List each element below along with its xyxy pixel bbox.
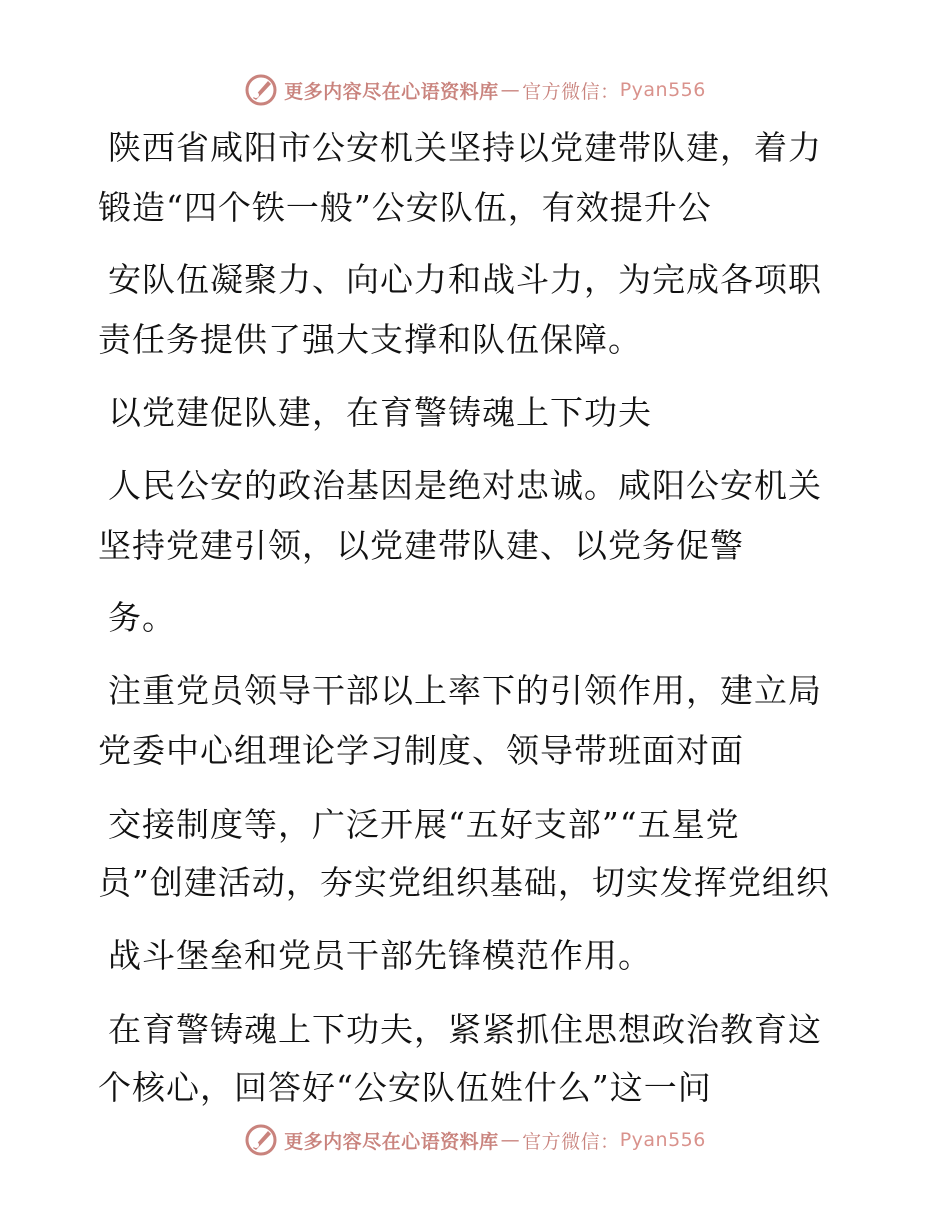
text-line: 安队伍凝聚力、向心力和战斗力，为完成各项职: [108, 260, 822, 299]
text-line: 注重党员领导干部以上率下的引领作用，建立局: [108, 671, 822, 710]
text-line: 党委中心组理论学习制度、领导带班面对面: [98, 731, 744, 770]
watermark-id: Pyan556: [619, 79, 706, 101]
text-line: 责任务提供了强大支撑和队伍保障。: [98, 320, 642, 359]
text-line: 员”创建活动，夯实党组织基础，切实发挥党组织: [98, 863, 830, 902]
watermark-separator: —: [500, 1129, 521, 1151]
text-line: 务。: [108, 598, 176, 637]
watermark-text: 更多内容尽在心语资料库: [284, 1130, 499, 1153]
watermark-separator: —: [500, 79, 521, 101]
text-line: 锻造“四个铁一般”公安队伍，有效提升公: [98, 188, 712, 227]
text-line: 交接制度等，广泛开展“五好支部”“五星党: [108, 805, 740, 844]
watermark-text: 更多内容尽在心语资料库: [284, 80, 499, 103]
text-line: 战斗堡垒和党员干部先锋模范作用。: [108, 936, 652, 975]
footer-watermark: [0, 1120, 950, 1160]
text-line: 坚持党建引领，以党建带队建、以党务促警: [98, 526, 744, 565]
text-line: 在育警铸魂上下功夫，紧紧抓住思想政治教育这: [108, 1010, 822, 1049]
watermark-label: 官方微信：: [522, 80, 620, 103]
text-line: 陕西省咸阳市公安机关坚持以党建带队建，着力: [108, 128, 822, 167]
text-line: 个核心，回答好“公安队伍姓什么”这一问: [98, 1068, 712, 1107]
section-heading: 以党建促队建，在育警铸魂上下功夫: [108, 393, 652, 432]
watermark-label: 官方微信：: [522, 1130, 620, 1153]
watermark-id: Pyan556: [619, 1129, 706, 1151]
quill-logo-icon: [244, 1123, 278, 1157]
text-line: 人民公安的政治基因是绝对忠诚。咸阳公安机关: [108, 466, 822, 505]
